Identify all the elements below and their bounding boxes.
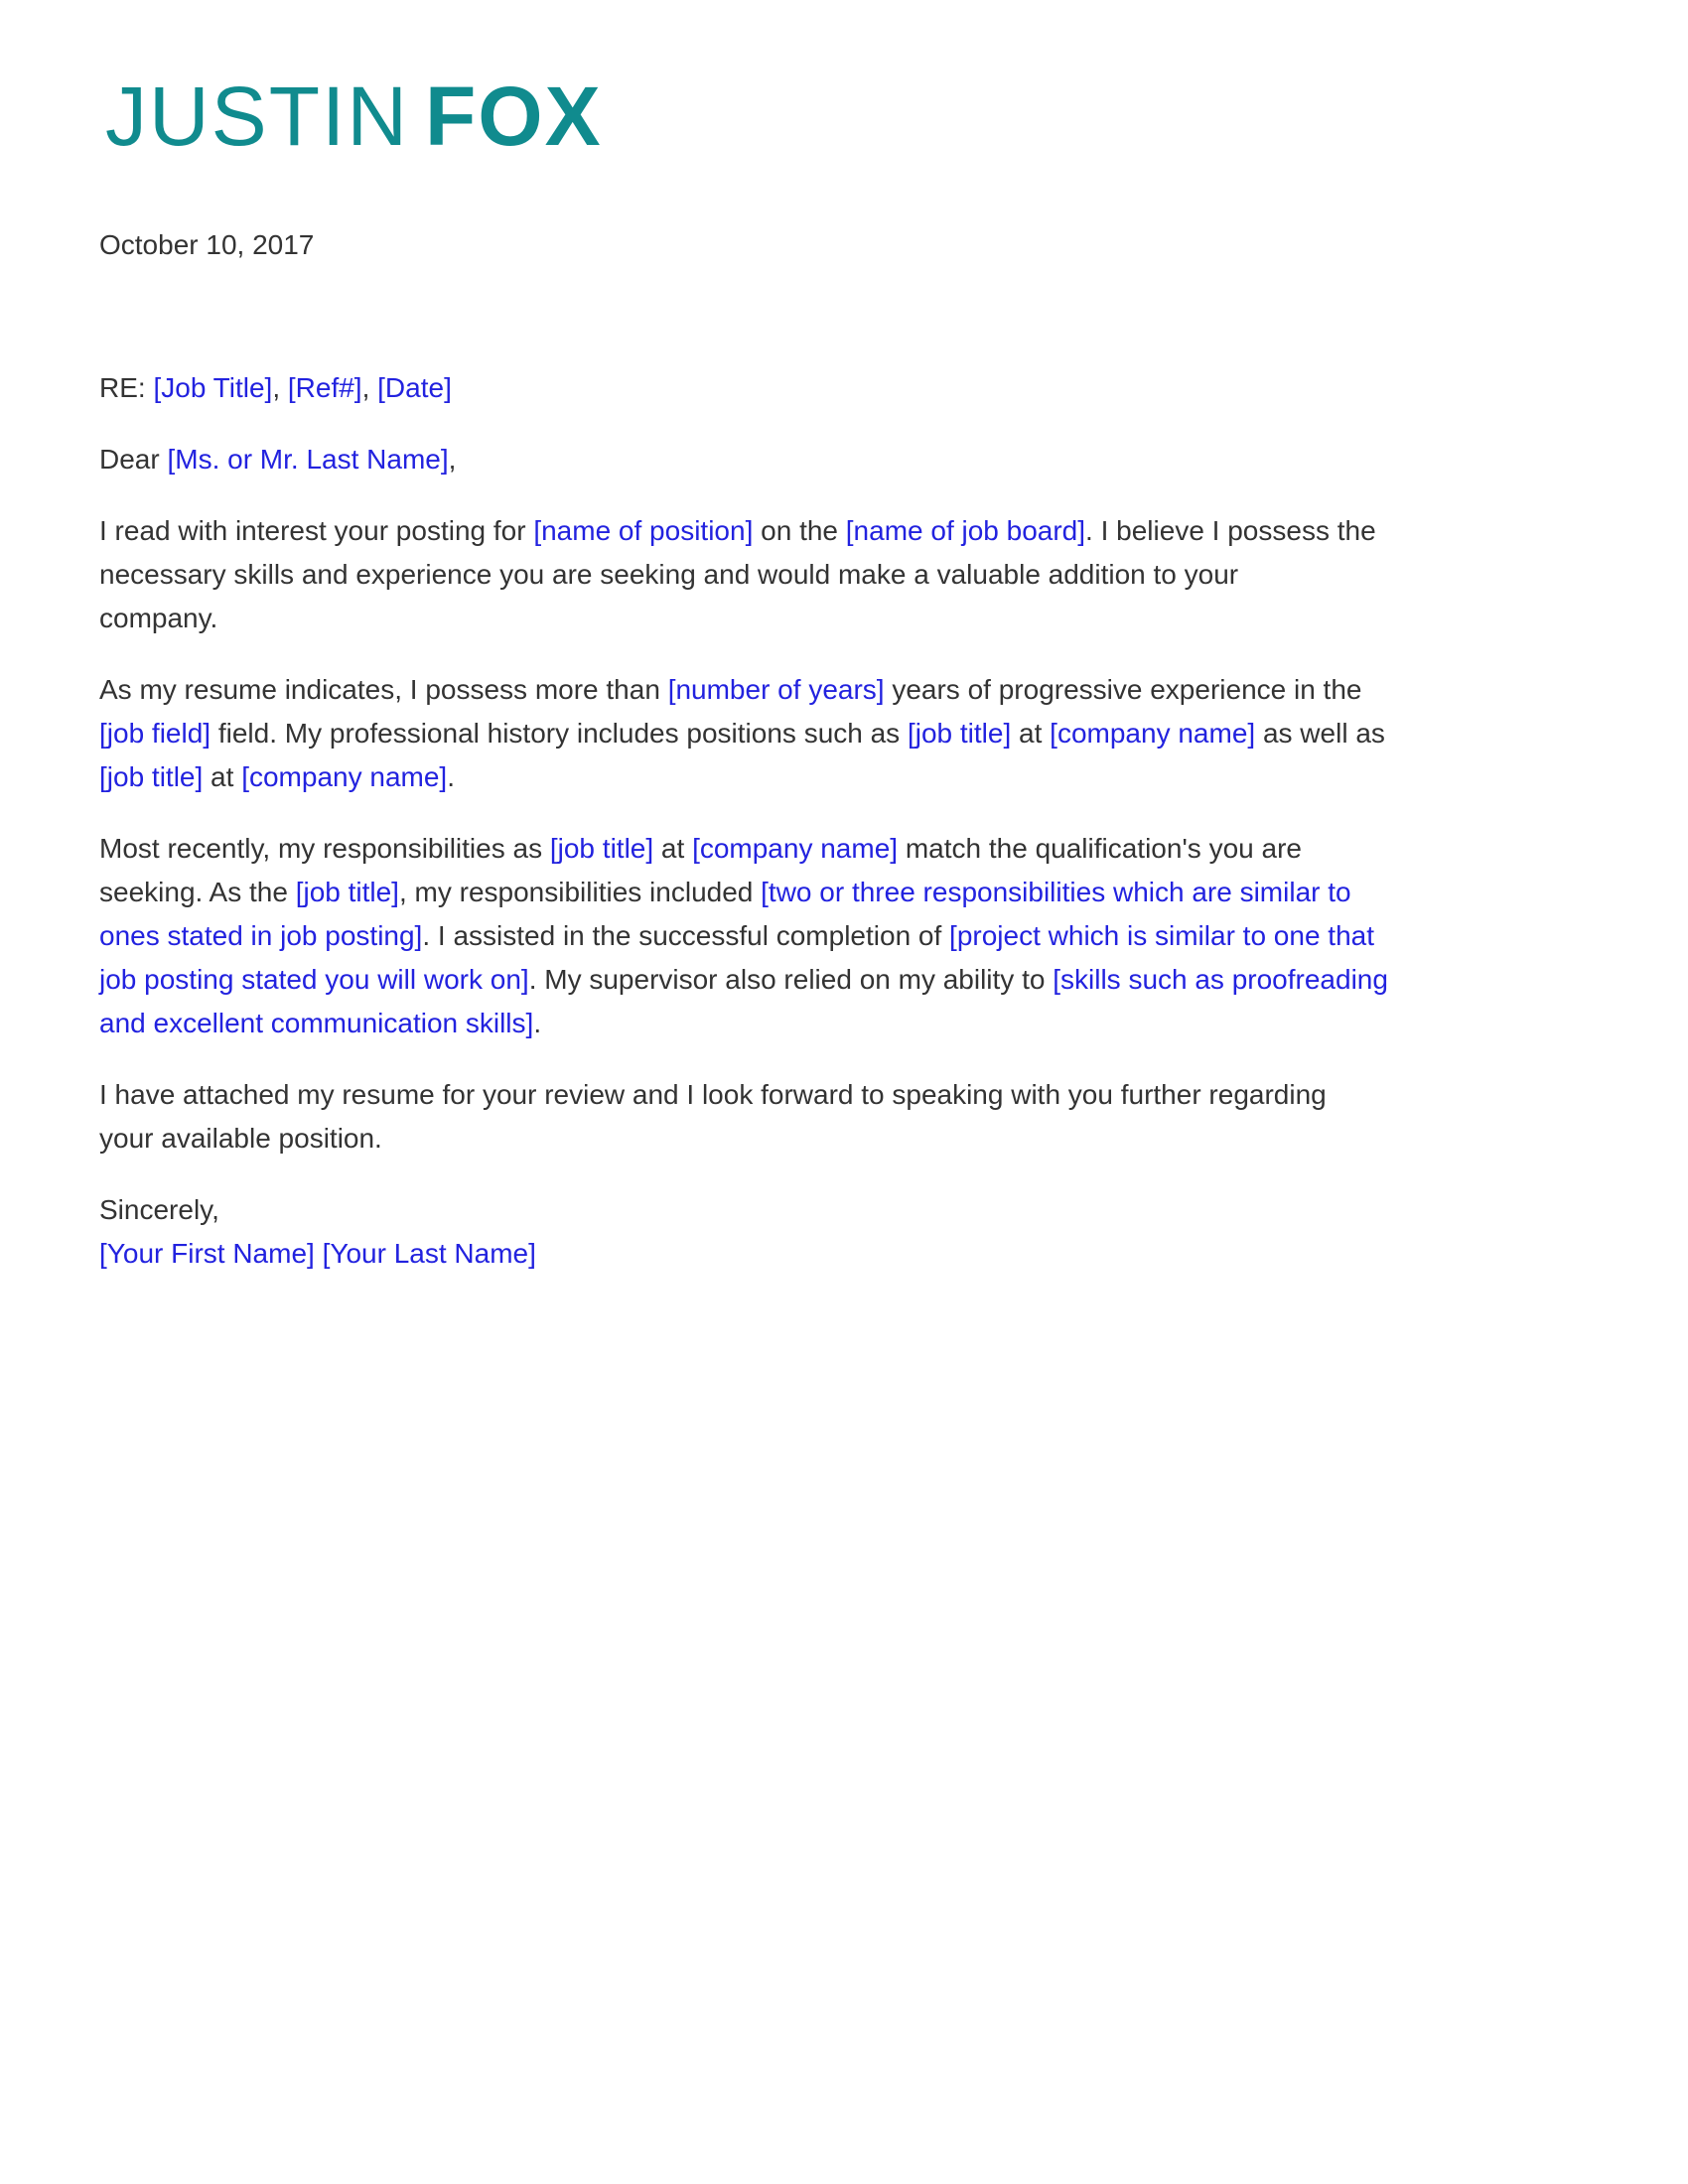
letter-text: As my resume indicates, I possess more than bbox=[99, 673, 668, 705]
placeholder-field[interactable]: [job title] bbox=[99, 760, 204, 792]
letter-line bbox=[99, 871, 1579, 914]
letterhead-last-name: FOX bbox=[425, 69, 603, 163]
letter-line bbox=[99, 295, 1579, 339]
placeholder-field[interactable]: [job field] bbox=[99, 717, 211, 749]
letter-line bbox=[99, 914, 1579, 958]
letter-line bbox=[99, 1188, 1579, 1232]
letter-text: RE: bbox=[99, 371, 154, 403]
letter-text: at bbox=[653, 832, 693, 864]
letter-text: on the bbox=[753, 514, 846, 546]
letter-text: I have attached my resume for your review and I look forward to speaking with you further regarding bbox=[99, 1078, 1327, 1110]
letter-line bbox=[99, 668, 1579, 712]
letter-line bbox=[99, 755, 1579, 799]
letter-text: match the qualification's you are bbox=[898, 832, 1302, 864]
letter-text bbox=[315, 1238, 323, 1269]
placeholder-field[interactable]: and excellent communication skills] bbox=[99, 1007, 534, 1038]
placeholder-field[interactable]: [job title] bbox=[907, 717, 1012, 749]
placeholder-field[interactable]: [Ms. or Mr. Last Name] bbox=[167, 443, 449, 475]
letter-text: as well as bbox=[1255, 717, 1385, 749]
placeholder-field[interactable]: job posting stated you will work on] bbox=[99, 963, 529, 995]
placeholder-field[interactable]: [skills such as proofreading bbox=[1053, 963, 1388, 995]
placeholder-field[interactable]: [company name] bbox=[1050, 717, 1256, 749]
letter-line bbox=[99, 1073, 1579, 1117]
letter-line bbox=[99, 366, 1579, 410]
letter-text: , my responsibilities included bbox=[398, 876, 762, 907]
letter-text: necessary skills and experience you are seeking and would make a valuable addition to your bbox=[99, 558, 1239, 590]
letter-line bbox=[99, 958, 1579, 1002]
letter-line bbox=[99, 827, 1579, 871]
letter-line bbox=[99, 553, 1579, 597]
letter-text: , bbox=[361, 371, 378, 403]
letterhead bbox=[105, 71, 1579, 162]
letter-text: Sincerely, bbox=[99, 1193, 219, 1225]
placeholder-field[interactable]: [Your First Name] bbox=[99, 1237, 315, 1269]
letter-text: Dear bbox=[99, 443, 168, 475]
letter-line bbox=[99, 1117, 1579, 1160]
placeholder-field[interactable]: ones stated in job posting] bbox=[99, 919, 423, 951]
letter-text: Most recently, my responsibilities as bbox=[99, 832, 550, 864]
letter-text: at bbox=[203, 760, 242, 792]
letter-text: years of progressive experience in the bbox=[884, 673, 1362, 705]
placeholder-field[interactable]: [Job Title] bbox=[153, 371, 273, 403]
letter-text: . I assisted in the successful completion of bbox=[422, 919, 950, 951]
placeholder-field[interactable]: [job title] bbox=[295, 876, 399, 907]
letter-line bbox=[99, 712, 1579, 755]
placeholder-field[interactable]: [number of years] bbox=[667, 673, 885, 705]
letter-line bbox=[99, 597, 1579, 640]
letter-text: . bbox=[447, 760, 455, 792]
closing bbox=[99, 1188, 1579, 1276]
letter-text: company. bbox=[99, 602, 218, 633]
placeholder-field[interactable]: [Date] bbox=[377, 371, 452, 403]
letter-text: at bbox=[1011, 717, 1051, 749]
placeholder-field[interactable]: [Your Last Name] bbox=[322, 1237, 536, 1269]
letterhead-first-name: JUSTIN bbox=[105, 69, 409, 163]
placeholder-field[interactable]: [project which is similar to one that bbox=[949, 919, 1375, 951]
letter-text: your available position. bbox=[99, 1122, 382, 1154]
paragraph-attached-resume bbox=[99, 1073, 1579, 1160]
letter-text: , bbox=[272, 371, 288, 403]
date-line: October 10, 2017 bbox=[99, 228, 315, 260]
letter-line bbox=[99, 438, 1579, 481]
placeholder-field[interactable]: [two or three responsibilities which are similar to bbox=[761, 876, 1351, 907]
paragraph-experience bbox=[99, 668, 1579, 799]
letter-text: , bbox=[448, 443, 457, 475]
letter-text: field. My professional history includes positions such as bbox=[211, 717, 908, 749]
paragraph-responsibilities bbox=[99, 827, 1579, 1045]
blank-line bbox=[99, 295, 1579, 339]
letter-line bbox=[99, 1232, 1579, 1276]
letter-text: . bbox=[533, 1007, 542, 1038]
paragraph-interest bbox=[99, 509, 1579, 640]
placeholder-field[interactable]: [job title] bbox=[549, 832, 654, 864]
letter-text: seeking. As the bbox=[99, 876, 296, 907]
placeholder-field[interactable]: [company name] bbox=[692, 832, 899, 864]
letter-text: I read with interest your posting for bbox=[99, 514, 534, 546]
placeholder-field[interactable]: [name of position] bbox=[533, 514, 754, 546]
letter-line bbox=[99, 1002, 1579, 1045]
letter-body bbox=[99, 295, 1579, 1276]
letter-text: . I believe I possess the bbox=[1085, 514, 1376, 546]
subject-line bbox=[99, 366, 1579, 410]
placeholder-field[interactable]: [company name] bbox=[241, 760, 448, 792]
letter-text: . My supervisor also relied on my ability to bbox=[528, 963, 1054, 995]
placeholder-field[interactable]: [name of job board] bbox=[845, 514, 1086, 546]
salutation bbox=[99, 438, 1579, 481]
placeholder-field[interactable]: [Ref#] bbox=[287, 371, 362, 403]
letter-line bbox=[99, 509, 1579, 553]
